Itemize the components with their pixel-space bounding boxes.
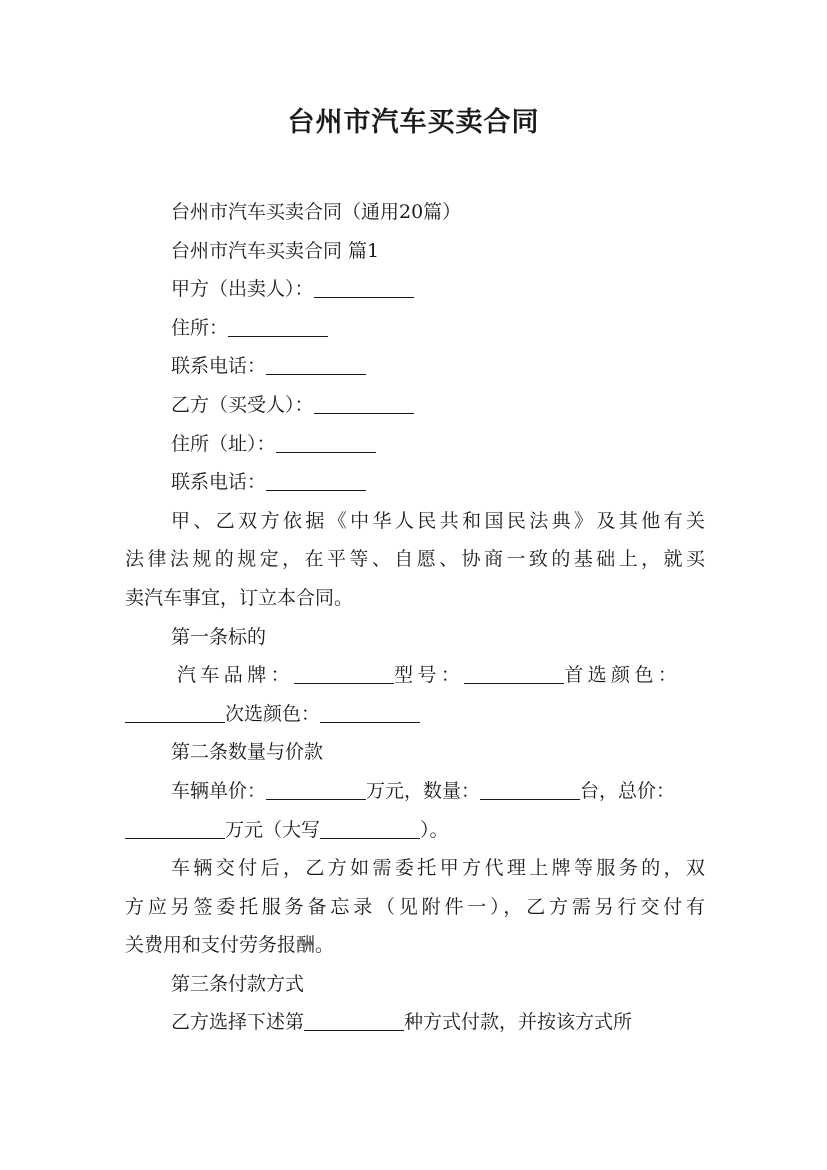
party-b-phone-blank: [266, 470, 366, 491]
first-color-blank: [125, 702, 225, 723]
party-a-phone-line: [125, 347, 705, 386]
car-model-label: 型号：: [394, 664, 465, 687]
party-b-blank: [314, 393, 414, 414]
party-a-phone-label: 联系电话：: [171, 355, 267, 378]
article-number-heading: 台州市汽车买卖合同 篇1: [171, 239, 380, 262]
capital-amount-label: 万元（大写: [225, 818, 321, 841]
article-1-heading: 第一条标的: [171, 625, 267, 648]
party-a-phone-blank: [266, 354, 366, 375]
delivery-line-3: 关费用和支付劳务报酬。: [125, 934, 335, 957]
unit-price-blank: [266, 779, 366, 800]
delivery-line-1: 车辆交付后，乙方如需委托甲方代理上牌等服务的，双: [171, 857, 705, 880]
car-brand-blank: [294, 663, 394, 684]
price-line-1: [125, 772, 705, 811]
party-a-line: [125, 270, 705, 309]
second-color-label: 次选颜色：: [225, 702, 321, 725]
payment-method-blank: [304, 1010, 404, 1031]
car-spec-line: [125, 656, 705, 695]
collection-heading: 台州市汽车买卖合同（通用20篇）: [171, 201, 462, 223]
party-b-phone-label: 联系电话：: [171, 471, 267, 494]
price-line-2: [125, 811, 705, 850]
party-a-address-blank: [228, 316, 328, 337]
car-model-blank: [464, 663, 564, 684]
document-body: [125, 193, 705, 1042]
party-a-label: 甲方（出卖人）：: [171, 278, 314, 301]
party-b-line: [125, 386, 705, 425]
document-title: 台州市汽车买卖合同: [287, 107, 540, 138]
payment-start: 乙方选择下述第: [171, 1011, 305, 1034]
second-color-blank: [320, 702, 420, 723]
capital-amount-end: ）。: [420, 818, 449, 841]
delivery-line-2: 方应另签委托服务备忘录（见附件一），乙方需另行交付有: [125, 895, 705, 918]
quantity-label: 万元，数量：: [366, 779, 481, 802]
party-b-address-label: 住所（址）：: [171, 432, 276, 455]
party-a-address-label: 住所：: [171, 316, 229, 339]
party-a-blank: [314, 277, 414, 298]
unit-price-label: 车辆单价：: [171, 779, 267, 802]
preamble-line-2: 法律法规的规定，在平等、自愿、协商一致的基础上，就买: [125, 548, 705, 571]
car-brand-label: 汽车品牌：: [177, 664, 295, 687]
party-b-phone-line: [125, 463, 705, 502]
first-color-label: 首选颜色：: [564, 664, 682, 687]
quantity-blank: [480, 779, 580, 800]
total-price-blank: [125, 818, 225, 839]
total-price-label: 台，总价：: [580, 779, 676, 802]
party-b-label: 乙方（买受人）：: [171, 393, 314, 416]
payment-line: [125, 1003, 705, 1042]
preamble-line-1: 甲、乙双方依据《中华人民共和国民法典》及其他有关: [171, 509, 705, 532]
article-2-heading: 第二条数量与价款: [171, 741, 324, 764]
second-color-line: [125, 695, 705, 734]
preamble-line-3: 卖汽车事宜，订立本合同。: [125, 586, 354, 609]
party-a-address-line: [125, 309, 705, 348]
capital-amount-blank: [320, 818, 420, 839]
party-b-address-blank: [276, 432, 376, 453]
article-3-heading: 第三条付款方式: [171, 972, 305, 995]
payment-end: 种方式付款，并按该方式所: [404, 1011, 633, 1034]
party-b-address-line: [125, 425, 705, 464]
